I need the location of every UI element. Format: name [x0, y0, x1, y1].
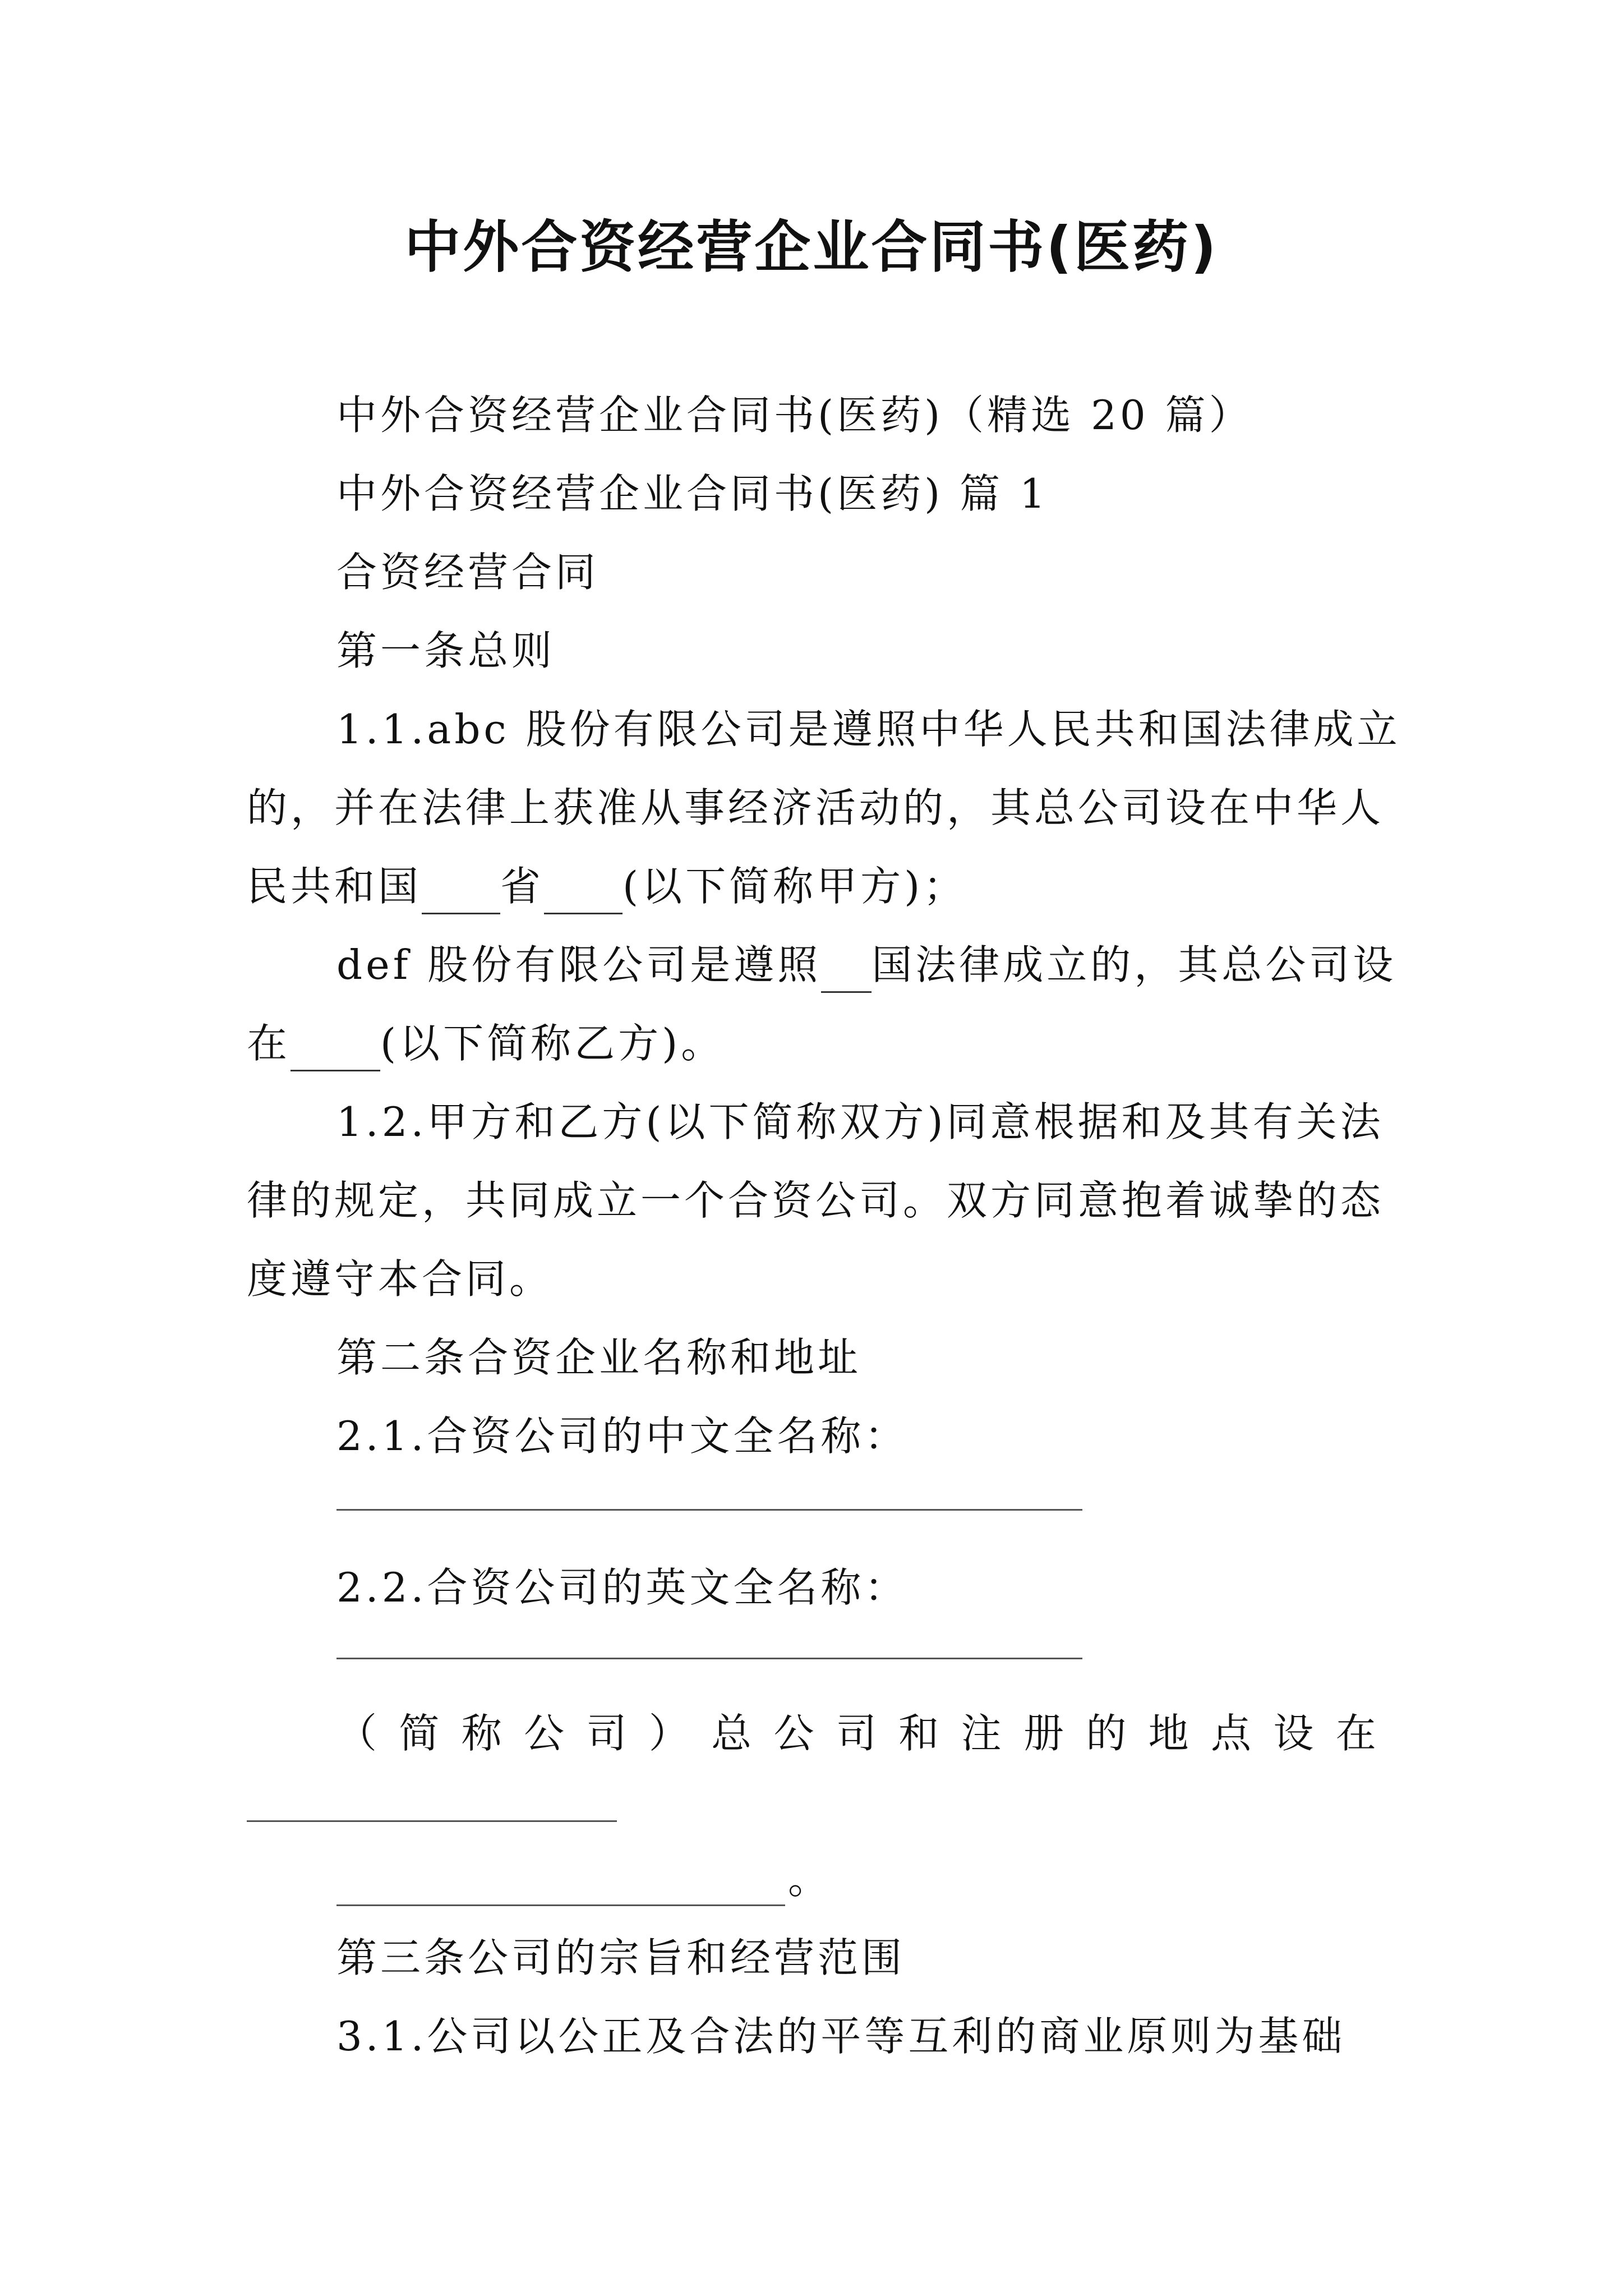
- paragraph-def-line-1: [336, 937, 1397, 993]
- char: 点: [1211, 1710, 1255, 1757]
- fill-in-line-english-name: [336, 1658, 1082, 1659]
- document-subtitle: 中外合资经营企业合同书(医药)（精选 20 篇）: [336, 392, 1253, 439]
- paragraph-1-1-line-2: 的，并在法律上获准从事经济活动的，其总公司设在中华人: [247, 784, 1385, 831]
- char: ）: [648, 1710, 693, 1757]
- char: 注: [961, 1710, 1005, 1757]
- paragraph-1-2-line-2: 律的规定，共同成立一个合资公司。双方同意抱着诚挚的态: [247, 1177, 1385, 1224]
- char: （: [336, 1710, 381, 1757]
- char: 司: [586, 1710, 630, 1757]
- paragraph-1-2-line-3: 度遵守本合同。: [247, 1255, 554, 1303]
- paragraph-1-1-line-3: [247, 858, 1380, 914]
- fill-in-line-chinese-name: [336, 1509, 1082, 1511]
- char: 称: [461, 1710, 505, 1757]
- char: 册: [1023, 1710, 1067, 1757]
- fill-in-line-address-2: [336, 1904, 785, 1906]
- paragraph-1-1-line-1: 1.1.abc 股份有限公司是遵照中华人民共和国法律成立: [336, 706, 1401, 753]
- document-title: 中外合资经营企业合同书(医药): [404, 214, 1219, 280]
- text-segment: 民共和国: [247, 863, 422, 910]
- part-heading: 中外合资经营企业合同书(医药) 篇 1: [336, 470, 1049, 517]
- char: 设: [1273, 1710, 1317, 1757]
- char: 在: [1335, 1710, 1380, 1757]
- char: 总: [711, 1710, 755, 1757]
- address-line: [336, 1705, 1380, 1761]
- fill-in-blank-location: [291, 1030, 380, 1071]
- char: 简: [399, 1710, 443, 1757]
- article-2-heading: 第二条合资企业名称和地址: [336, 1334, 862, 1381]
- fill-in-blank-city: [544, 873, 623, 914]
- char: 和: [898, 1710, 943, 1757]
- char: 地: [1148, 1710, 1192, 1757]
- char: 司: [836, 1710, 880, 1757]
- article-3-heading: 第三条公司的宗旨和经营范围: [336, 1934, 906, 1981]
- text-segment: 省: [500, 863, 545, 910]
- paragraph-2-1: 2.1.合资公司的中文全名称：: [336, 1412, 909, 1460]
- paragraph-def-line-2: [247, 1015, 1380, 1071]
- fill-in-line-address-1: [247, 1820, 617, 1822]
- article-1-heading: 第一条总则: [336, 627, 556, 674]
- char: 公: [524, 1710, 568, 1757]
- text-segment: (以下简称乙方)。: [380, 1020, 725, 1067]
- paragraph-3-1-line-1: 3.1.公司以公正及合法的平等互利的商业原则为基础: [336, 2013, 1346, 2060]
- char: 公: [773, 1710, 818, 1757]
- fill-in-blank-province: [422, 873, 500, 914]
- char: 的: [1086, 1710, 1130, 1757]
- text-segment: 在: [247, 1020, 291, 1067]
- text-segment: (以下简称甲方)；: [623, 863, 967, 910]
- contract-heading: 合资经营合同: [336, 549, 600, 596]
- paragraph-1-2-line-1: 1.2.甲方和乙方(以下简称双方)同意根据和及其有关法: [336, 1098, 1384, 1145]
- paragraph-2-2: 2.2.合资公司的英文全名称：: [336, 1564, 909, 1611]
- text-segment: 国法律成立的，其总公司设: [872, 941, 1397, 988]
- fill-in-blank-country: [821, 952, 872, 993]
- text-segment: def 股份有限公司是遵照: [336, 941, 822, 988]
- period-mark: 。: [788, 1856, 829, 1903]
